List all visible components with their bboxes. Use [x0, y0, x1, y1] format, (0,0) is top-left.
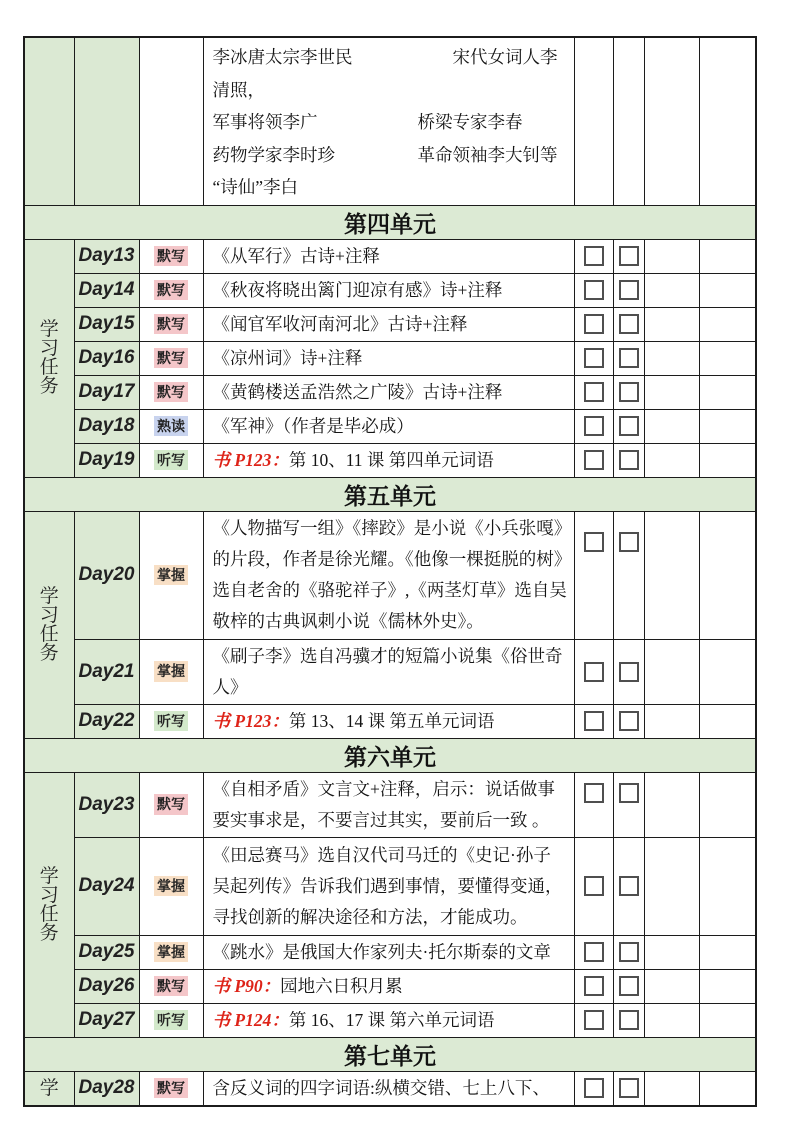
- task-label-cell-empty: [24, 37, 74, 205]
- task-row-day24: [24, 837, 756, 935]
- empty-cell: [699, 1071, 756, 1106]
- empty-cell: [644, 443, 699, 477]
- tag-chip: 掌握: [154, 661, 188, 681]
- checkbox[interactable]: [584, 976, 604, 996]
- study-task-table: [23, 36, 757, 1107]
- empty-cell: [613, 37, 644, 205]
- unit-7-header: 第七单元: [24, 1037, 756, 1071]
- checkbox[interactable]: [584, 711, 604, 731]
- tag-cell: [139, 273, 203, 307]
- checkbox-cell: [613, 273, 644, 307]
- tag-chip: 掌握: [154, 942, 188, 962]
- tag-cell: [139, 1071, 203, 1106]
- task-row-day14: [24, 273, 756, 307]
- day-label: Day21: [74, 639, 139, 704]
- continuation-text-cell: [203, 37, 574, 205]
- checkbox-cell: [613, 409, 644, 443]
- day-label: Day16: [74, 341, 139, 375]
- day-label: Day15: [74, 307, 139, 341]
- task-description: 含反义词的四字词语:纵横交错、七上八下、: [203, 1071, 574, 1106]
- tag-cell: [139, 409, 203, 443]
- checkbox-cell: [613, 772, 644, 837]
- checkbox-cell: [574, 307, 613, 341]
- checkbox-cell: [613, 375, 644, 409]
- checkbox-cell: [613, 239, 644, 273]
- empty-cell: [699, 704, 756, 738]
- tag-chip: 默写: [154, 794, 188, 814]
- tag-cell: [139, 935, 203, 969]
- text-line: “诗仙”李白: [212, 177, 299, 197]
- checkbox[interactable]: [619, 314, 639, 334]
- checkbox-cell: [574, 837, 613, 935]
- checkbox-cell: [613, 969, 644, 1003]
- task-description: 《田忌赛马》选自汉代司马迁的《史记·孙子吴起列传》告诉我们遇到事情，要懂得变通，寻找创新的解决途径和方法，才能成功。: [203, 837, 574, 935]
- empty-cell: [644, 409, 699, 443]
- checkbox-cell: [574, 1003, 613, 1037]
- empty-cell: [644, 511, 699, 639]
- tag-cell-empty: [139, 37, 203, 205]
- empty-cell: [699, 443, 756, 477]
- unit-header-row: [24, 205, 756, 239]
- checkbox[interactable]: [584, 942, 604, 962]
- checkbox[interactable]: [619, 1078, 639, 1098]
- checkbox[interactable]: [584, 1010, 604, 1030]
- unit-6-header: 第六单元: [24, 738, 756, 772]
- task-row-day17: [24, 375, 756, 409]
- empty-cell: [644, 704, 699, 738]
- checkbox-cell: [613, 443, 644, 477]
- day-label: Day17: [74, 375, 139, 409]
- tag-chip: 听写: [154, 711, 188, 731]
- task-row-day22: [24, 704, 756, 738]
- checkbox-cell: [574, 935, 613, 969]
- tag-cell: [139, 307, 203, 341]
- checkbox[interactable]: [619, 976, 639, 996]
- text-line: 药物学家李时珍 革命领袖李大钊等: [212, 144, 558, 165]
- empty-cell: [644, 341, 699, 375]
- task-row-day27: [24, 1003, 756, 1037]
- day-label: Day26: [74, 969, 139, 1003]
- checkbox-cell: [613, 935, 644, 969]
- checkbox[interactable]: [619, 382, 639, 402]
- checkbox-cell: [574, 409, 613, 443]
- book-page-ref: 书 P124：: [212, 1009, 289, 1030]
- tag-chip: 默写: [154, 246, 188, 266]
- task-description: 《自相矛盾》文言文+注释，启示：说话做事要实事求是，不要言过其实，要前后一致 。: [203, 772, 574, 837]
- checkbox-cell: [613, 1003, 644, 1037]
- tag-chip: 默写: [154, 976, 188, 996]
- task-description: 书 P124：第 16、17 课 第六单元词语: [203, 1003, 574, 1037]
- empty-cell: [644, 772, 699, 837]
- checkbox[interactable]: [584, 783, 604, 803]
- tag-chip: 默写: [154, 348, 188, 368]
- day-cell-empty: [74, 37, 139, 205]
- empty-cell: [699, 935, 756, 969]
- empty-cell: [699, 837, 756, 935]
- checkbox-cell: [574, 511, 613, 639]
- checkbox[interactable]: [619, 348, 639, 368]
- unit-5-header: 第五单元: [24, 477, 756, 511]
- task-description: 书 P90：园地六日积月累: [203, 969, 574, 1003]
- checkbox[interactable]: [584, 382, 604, 402]
- checkbox[interactable]: [584, 280, 604, 300]
- task-description: 书 P123：第 13、14 课 第五单元词语: [203, 704, 574, 738]
- task-row-day18: [24, 409, 756, 443]
- empty-cell: [644, 37, 699, 205]
- checkbox[interactable]: [584, 314, 604, 334]
- checkbox[interactable]: [619, 711, 639, 731]
- checkbox[interactable]: [619, 876, 639, 896]
- empty-cell: [699, 969, 756, 1003]
- checkbox[interactable]: [619, 280, 639, 300]
- task-description: 《黄鹤楼送孟浩然之广陵》古诗+注释: [203, 375, 574, 409]
- tag-cell: [139, 239, 203, 273]
- empty-cell: [644, 969, 699, 1003]
- checkbox-cell: [574, 1071, 613, 1106]
- empty-cell: [699, 341, 756, 375]
- tag-chip: 掌握: [154, 876, 188, 896]
- checkbox-cell: [574, 341, 613, 375]
- tag-cell: [139, 443, 203, 477]
- book-page-ref: 书 P90：: [212, 975, 281, 996]
- checkbox[interactable]: [584, 450, 604, 470]
- empty-cell: [644, 273, 699, 307]
- checkbox[interactable]: [619, 416, 639, 436]
- empty-cell: [699, 239, 756, 273]
- tag-chip: 默写: [154, 314, 188, 334]
- empty-cell: [699, 307, 756, 341]
- tag-chip: 默写: [154, 1078, 188, 1098]
- day-label: Day13: [74, 239, 139, 273]
- task-description: 《刷子李》选自冯骥才的短篇小说集《俗世奇人》: [203, 639, 574, 704]
- checkbox[interactable]: [584, 662, 604, 682]
- empty-cell: [644, 375, 699, 409]
- unit-header-row: [24, 1037, 756, 1071]
- checkbox-cell: [613, 837, 644, 935]
- checkbox[interactable]: [619, 450, 639, 470]
- empty-cell: [644, 639, 699, 704]
- vertical-label: 学 习 任 务: [39, 319, 59, 397]
- tag-cell: [139, 704, 203, 738]
- empty-cell: [644, 837, 699, 935]
- tag-chip: 掌握: [154, 565, 188, 585]
- checkbox-cell: [574, 375, 613, 409]
- task-description: 《凉州词》诗+注释: [203, 341, 574, 375]
- tag-chip: 熟读: [154, 416, 188, 436]
- empty-cell: [699, 639, 756, 704]
- task-group-label: [24, 772, 74, 1037]
- day-label: Day23: [74, 772, 139, 837]
- task-row-day21: [24, 639, 756, 704]
- tag-cell: [139, 772, 203, 837]
- empty-cell: [644, 1003, 699, 1037]
- empty-cell: [699, 37, 756, 205]
- task-description: 《跳水》是俄国大作家列夫·托尔斯泰的文章: [203, 935, 574, 969]
- task-row-day19: [24, 443, 756, 477]
- task-row-day23: [24, 772, 756, 837]
- checkbox[interactable]: [584, 348, 604, 368]
- task-row-day13: [24, 239, 756, 273]
- checkbox-cell: [613, 341, 644, 375]
- tag-cell: [139, 511, 203, 639]
- day-label: Day28: [74, 1071, 139, 1106]
- task-description: 《秋夜将晓出篱门迎凉有感》诗+注释: [203, 273, 574, 307]
- unit-header-row: [24, 738, 756, 772]
- empty-cell: [699, 511, 756, 639]
- checkbox-cell: [574, 704, 613, 738]
- day-label: Day27: [74, 1003, 139, 1037]
- tag-chip: 默写: [154, 280, 188, 300]
- empty-cell: [699, 772, 756, 837]
- day-label: Day25: [74, 935, 139, 969]
- day-label: Day14: [74, 273, 139, 307]
- tag-cell: [139, 1003, 203, 1037]
- checkbox-cell: [574, 969, 613, 1003]
- task-description: 《闻官军收河南河北》古诗+注释: [203, 307, 574, 341]
- task-description: 《军神》（作者是毕必成）: [203, 409, 574, 443]
- table-row: [24, 37, 756, 205]
- task-group-label: [24, 1071, 74, 1106]
- tag-cell: [139, 341, 203, 375]
- empty-cell: [644, 1071, 699, 1106]
- tag-cell: [139, 969, 203, 1003]
- unit-4-header: 第四单元: [24, 205, 756, 239]
- task-group-label: [24, 239, 74, 477]
- checkbox[interactable]: [619, 532, 639, 552]
- checkbox[interactable]: [584, 876, 604, 896]
- day-label: Day24: [74, 837, 139, 935]
- text-line: 李冰唐太宗李世民 宋代女词人李: [212, 47, 558, 67]
- tag-chip: 默写: [154, 382, 188, 402]
- task-description: 《从军行》古诗+注释: [203, 239, 574, 273]
- checkbox-cell: [574, 772, 613, 837]
- task-group-label: [24, 511, 74, 738]
- tag-cell: [139, 639, 203, 704]
- checkbox[interactable]: [584, 416, 604, 436]
- vertical-label: 学 习 任 务: [39, 585, 59, 664]
- checkbox[interactable]: [619, 1010, 639, 1030]
- tag-cell: [139, 837, 203, 935]
- checkbox[interactable]: [619, 662, 639, 682]
- task-row-day28: [24, 1071, 756, 1106]
- empty-cell: [699, 273, 756, 307]
- tag-cell: [139, 375, 203, 409]
- checkbox[interactable]: [584, 246, 604, 266]
- day-label: Day19: [74, 443, 139, 477]
- checkbox[interactable]: [584, 1078, 604, 1098]
- tag-chip: 听写: [154, 1010, 188, 1030]
- empty-cell: [644, 307, 699, 341]
- tag-chip: 听写: [154, 450, 188, 470]
- empty-cell: [699, 409, 756, 443]
- day-label: Day22: [74, 704, 139, 738]
- task-row-day25: [24, 935, 756, 969]
- checkbox-cell: [574, 639, 613, 704]
- checkbox-cell: [574, 443, 613, 477]
- vertical-label: 学 习 任 务: [39, 865, 59, 944]
- checkbox[interactable]: [619, 246, 639, 266]
- day-label: Day18: [74, 409, 139, 443]
- checkbox-cell: [613, 511, 644, 639]
- checkbox-cell: [613, 704, 644, 738]
- text-line: 军事将领李广 桥梁专家李春: [212, 112, 523, 132]
- task-row-day15: [24, 307, 756, 341]
- checkbox-cell: [613, 1071, 644, 1106]
- task-row-day26: [24, 969, 756, 1003]
- checkbox-cell: [613, 639, 644, 704]
- task-row-day20: [24, 511, 756, 639]
- empty-cell: [644, 935, 699, 969]
- checkbox-cell: [574, 273, 613, 307]
- vertical-label: 学: [39, 1077, 59, 1099]
- task-row-day16: [24, 341, 756, 375]
- checkbox[interactable]: [619, 942, 639, 962]
- checkbox-cell: [574, 239, 613, 273]
- task-description: 书 P123：第 10、11 课 第四单元词语: [203, 443, 574, 477]
- checkbox[interactable]: [619, 783, 639, 803]
- book-page-ref: 书 P123：: [212, 710, 289, 731]
- unit-header-row: [24, 477, 756, 511]
- checkbox-cell: [613, 307, 644, 341]
- book-page-ref: 书 P123：: [212, 449, 289, 470]
- day-label: Day20: [74, 511, 139, 639]
- empty-cell: [699, 1003, 756, 1037]
- checkbox[interactable]: [584, 532, 604, 552]
- empty-cell: [574, 37, 613, 205]
- empty-cell: [644, 239, 699, 273]
- empty-cell: [699, 375, 756, 409]
- task-description: 《人物描写一组》《摔跤》是小说《小兵张嘎》的片段，作者是徐光耀。《他像一棵挺脱的树》选自老舍的《骆驼祥子》,《两茎灯草》选自吴敬梓的古典讽刺小说《儒林外史》。: [203, 511, 574, 639]
- text-line: 清照，: [212, 79, 265, 100]
